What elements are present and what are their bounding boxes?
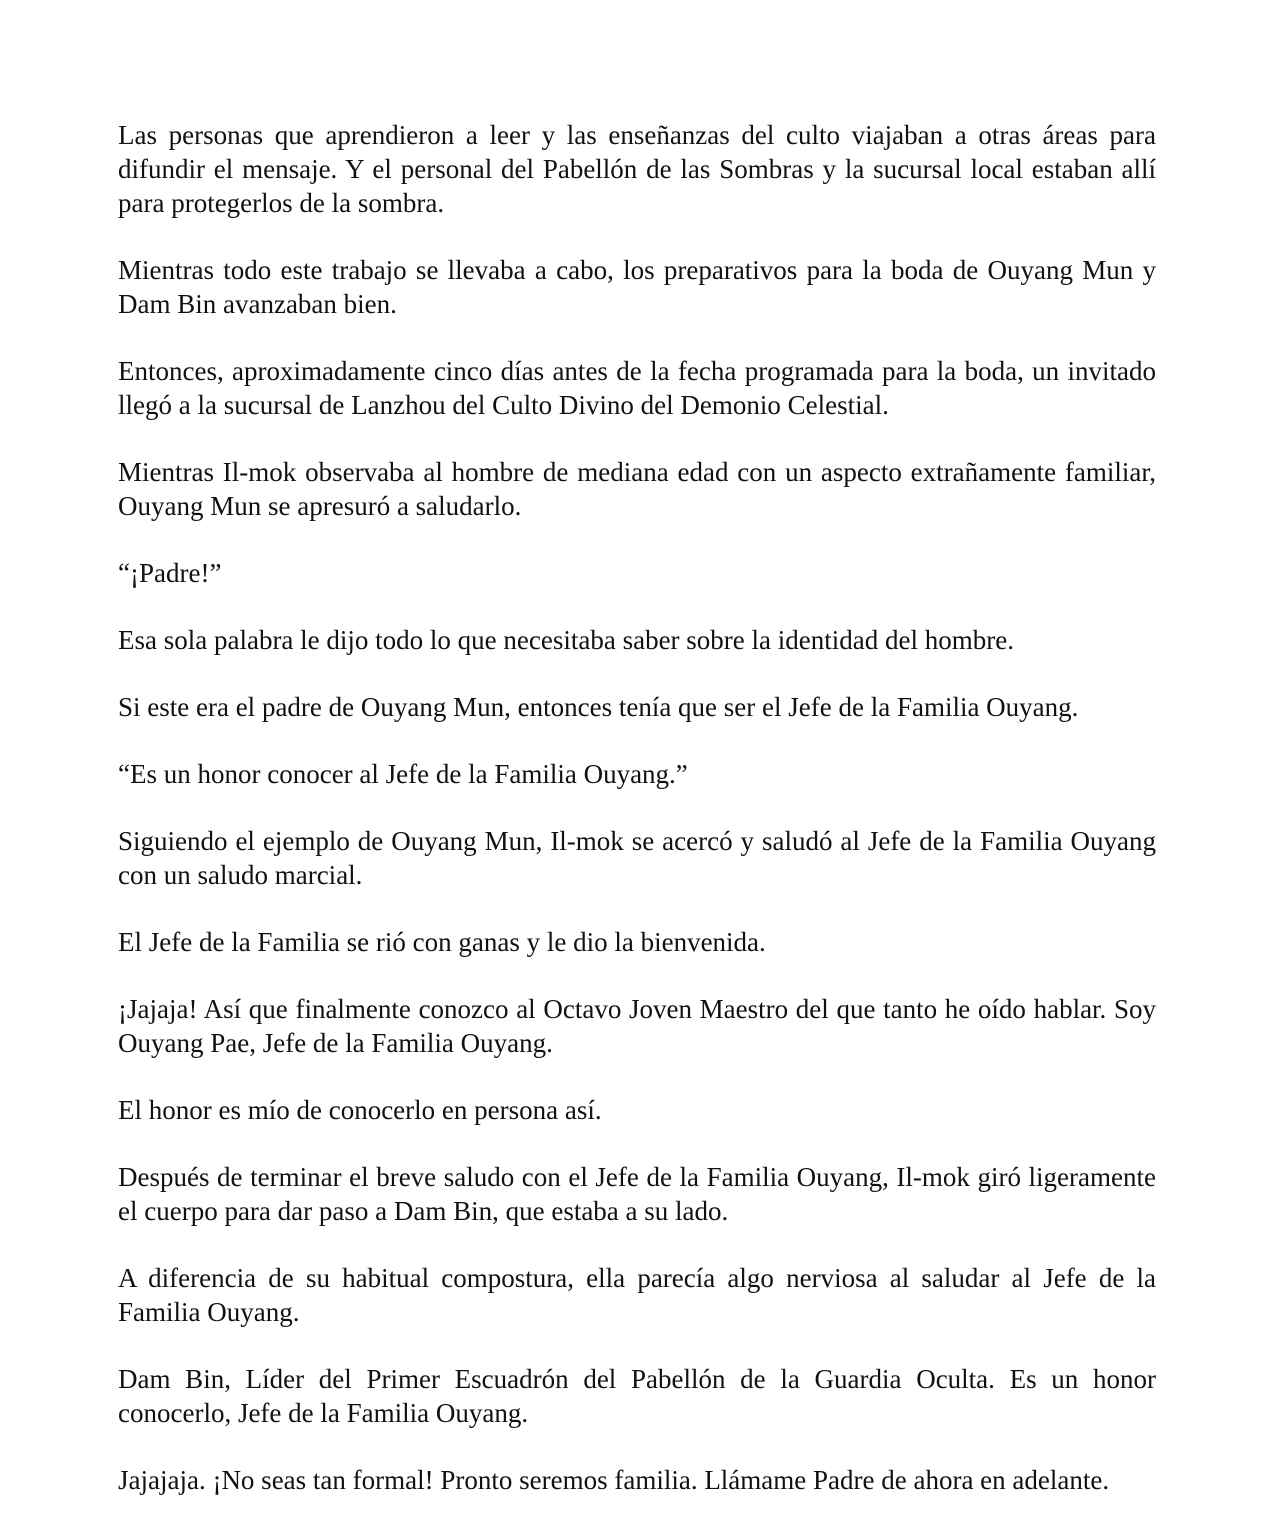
paragraph: ¡Jajaja! Así que finalmente conozco al Octavo Joven Maestro del que tanto he oído hablar. Soy Ouyang Pae, Jefe de la Familia Ouyang. xyxy=(118,994,1156,1058)
paragraph: Mientras Il-mok observaba al hombre de mediana edad con un aspecto extrañamente familiar, Ouyang Mun se apresuró a saludarlo. xyxy=(118,457,1156,521)
paragraph: Si este era el padre de Ouyang Mun, entonces tenía que ser el Jefe de la Familia Ouyang. xyxy=(118,692,1079,722)
paragraph: Mientras todo este trabajo se llevaba a cabo, los preparativos para la boda de Ouyang Mun y Dam Bin avanzaban bien. xyxy=(118,255,1156,319)
paragraph: Siguiendo el ejemplo de Ouyang Mun, Il-mok se acercó y saludó al Jefe de la Familia Ouyang con un saludo marcial. xyxy=(118,826,1156,890)
paragraph: Las personas que aprendieron a leer y las enseñanzas del culto viajaban a otras áreas para difundir el mensaje. Y el personal del Pabellón de las Sombras y la sucursal local estaban allí para protegerlos de la sombra. xyxy=(118,120,1156,218)
document-body xyxy=(118,118,1156,1515)
paragraph: A diferencia de su habitual compostura, ella parecía algo nerviosa al saludar al Jefe de la Familia Ouyang. xyxy=(118,1263,1156,1327)
paragraph: “Es un honor conocer al Jefe de la Familia Ouyang.” xyxy=(118,759,688,789)
paragraph: El honor es mío de conocerlo en persona así. xyxy=(118,1095,602,1125)
paragraph: Dam Bin, Líder del Primer Escuadrón del Pabellón de la Guardia Oculta. Es un honor conocerlo, Jefe de la Familia Ouyang. xyxy=(118,1364,1156,1428)
paragraph: Jajajaja. ¡No seas tan formal! Pronto seremos familia. Llámame Padre de ahora en adelante. xyxy=(118,1465,1110,1495)
paragraph: El Jefe de la Familia se rió con ganas y le dio la bienvenida. xyxy=(118,927,766,957)
paragraph: Entonces, aproximadamente cinco días antes de la fecha programada para la boda, un invitado llegó a la sucursal de Lanzhou del Culto Divino del Demonio Celestial. xyxy=(118,356,1156,420)
paragraph: Esa sola palabra le dijo todo lo que necesitaba saber sobre la identidad del hombre. xyxy=(118,625,1014,655)
paragraph: “¡Padre!” xyxy=(118,558,222,588)
paragraph: Después de terminar el breve saludo con el Jefe de la Familia Ouyang, Il-mok giró ligeramente el cuerpo para dar paso a Dam Bin, que estaba a su lado. xyxy=(118,1162,1156,1226)
